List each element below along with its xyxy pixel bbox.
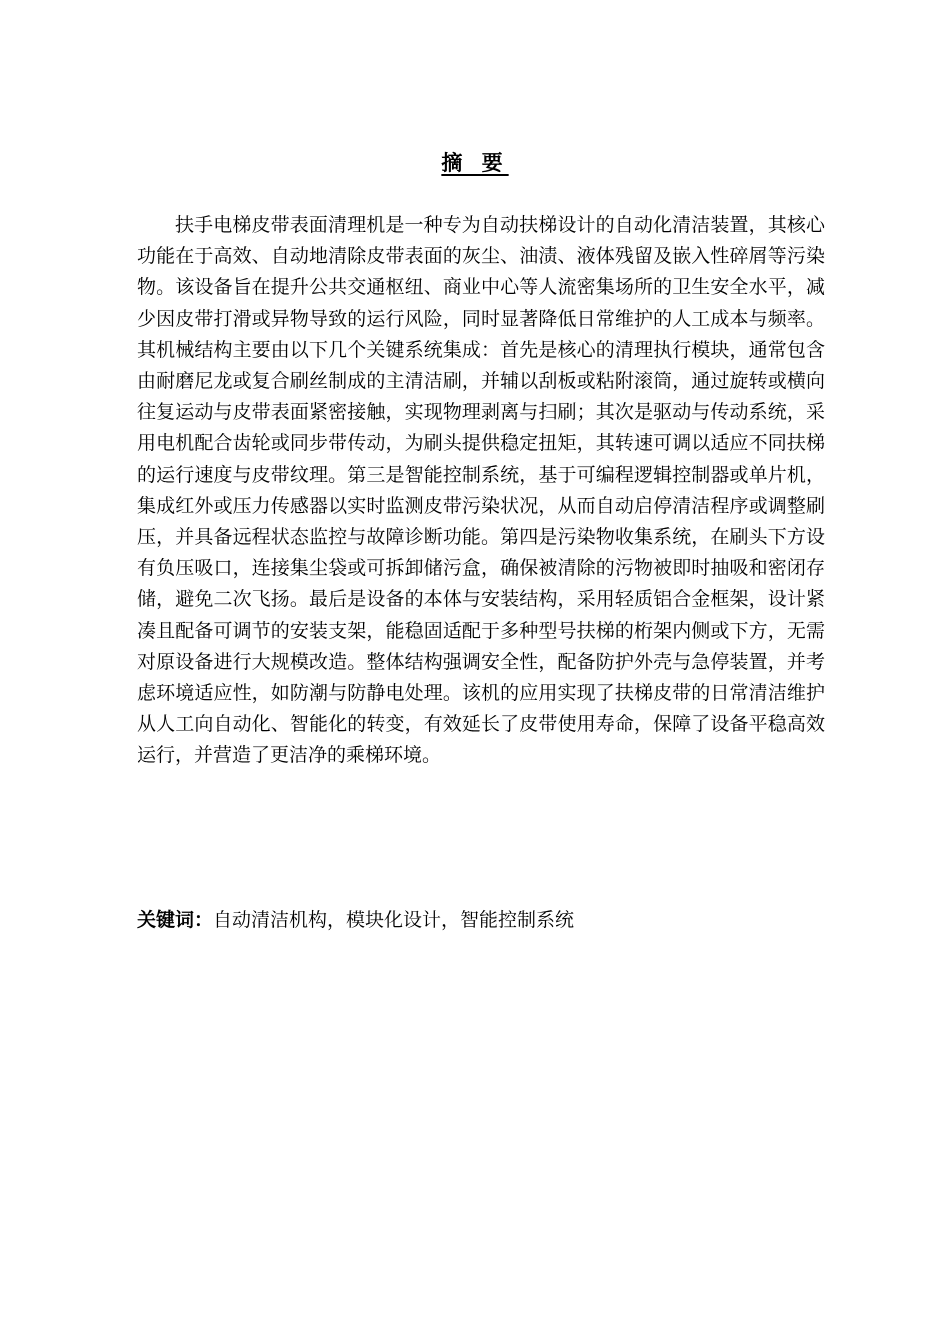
abstract-paragraph: 扶手电梯皮带表面清理机是一种专为自动扶梯设计的自动化清洁装置，其核心功能在于高效、自动地清除皮带表面的灰尘、油渍、液体残留及嵌入性碎屑等污染物。该设备旨在提升公共交通枢纽、商业中心等人流密集场所的卫生安全水平，减少因皮带打滑或异物导致的运行风险，同时显著降低日常维护的人工成本与频率。其机械结构主要由以下几个关键系统集成：首先是核心的清理执行模块，通常包含由耐磨尼龙或复合刷丝制成的主清洁刷，并辅以刮板或粘附滚筒，通过旋转或横向往复运动与皮带表面紧密接触，实现物理剥离与扫刷；其次是驱动与传动系统，采用电机配合齿轮或同步带传动，为刷头提供稳定扭矩，其转速可调以适应不同扶梯的运行速度与皮带纹理。第三是智能控制系统，基于可编程逻辑控制器或单片机，集成红外或压力传感器以实时监测皮带污染状况，从而自动启停清洁程序或调整刷压，并具备远程状态监控与故障诊断功能。第四是污染物收集系统，在刷头下方设有负压吸口，连接集尘袋或可拆卸储污盒，确保被清除的污物被即时抽吸和密闭存储，避免二次飞扬。最后是设备的本体与安装结构，采用轻质铝合金框架，设计紧凑且配备可调节的安装支架，能稳固适配于多种型号扶梯的桁架内侧或下方，无需对原设备进行大规模改造。整体结构强调安全性，配备防护外壳与急停装置，并考虑环境适应性，如防潮与防静电处理。该机的应用实现了扶梯皮带的日常清洁维护从人工向自动化、智能化的转变，有效延长了皮带使用寿命，保障了设备平稳高效运行，并营造了更洁净的乘梯环境。	[137, 214, 825, 767]
title-text: 摘 要	[441, 150, 509, 175]
page-title	[0, 148, 950, 178]
keywords-text: 自动清洁机构，模块化设计，智能控制系统	[213, 909, 575, 931]
keywords-label: 关键词：	[137, 909, 214, 931]
keywords-line	[137, 906, 825, 934]
